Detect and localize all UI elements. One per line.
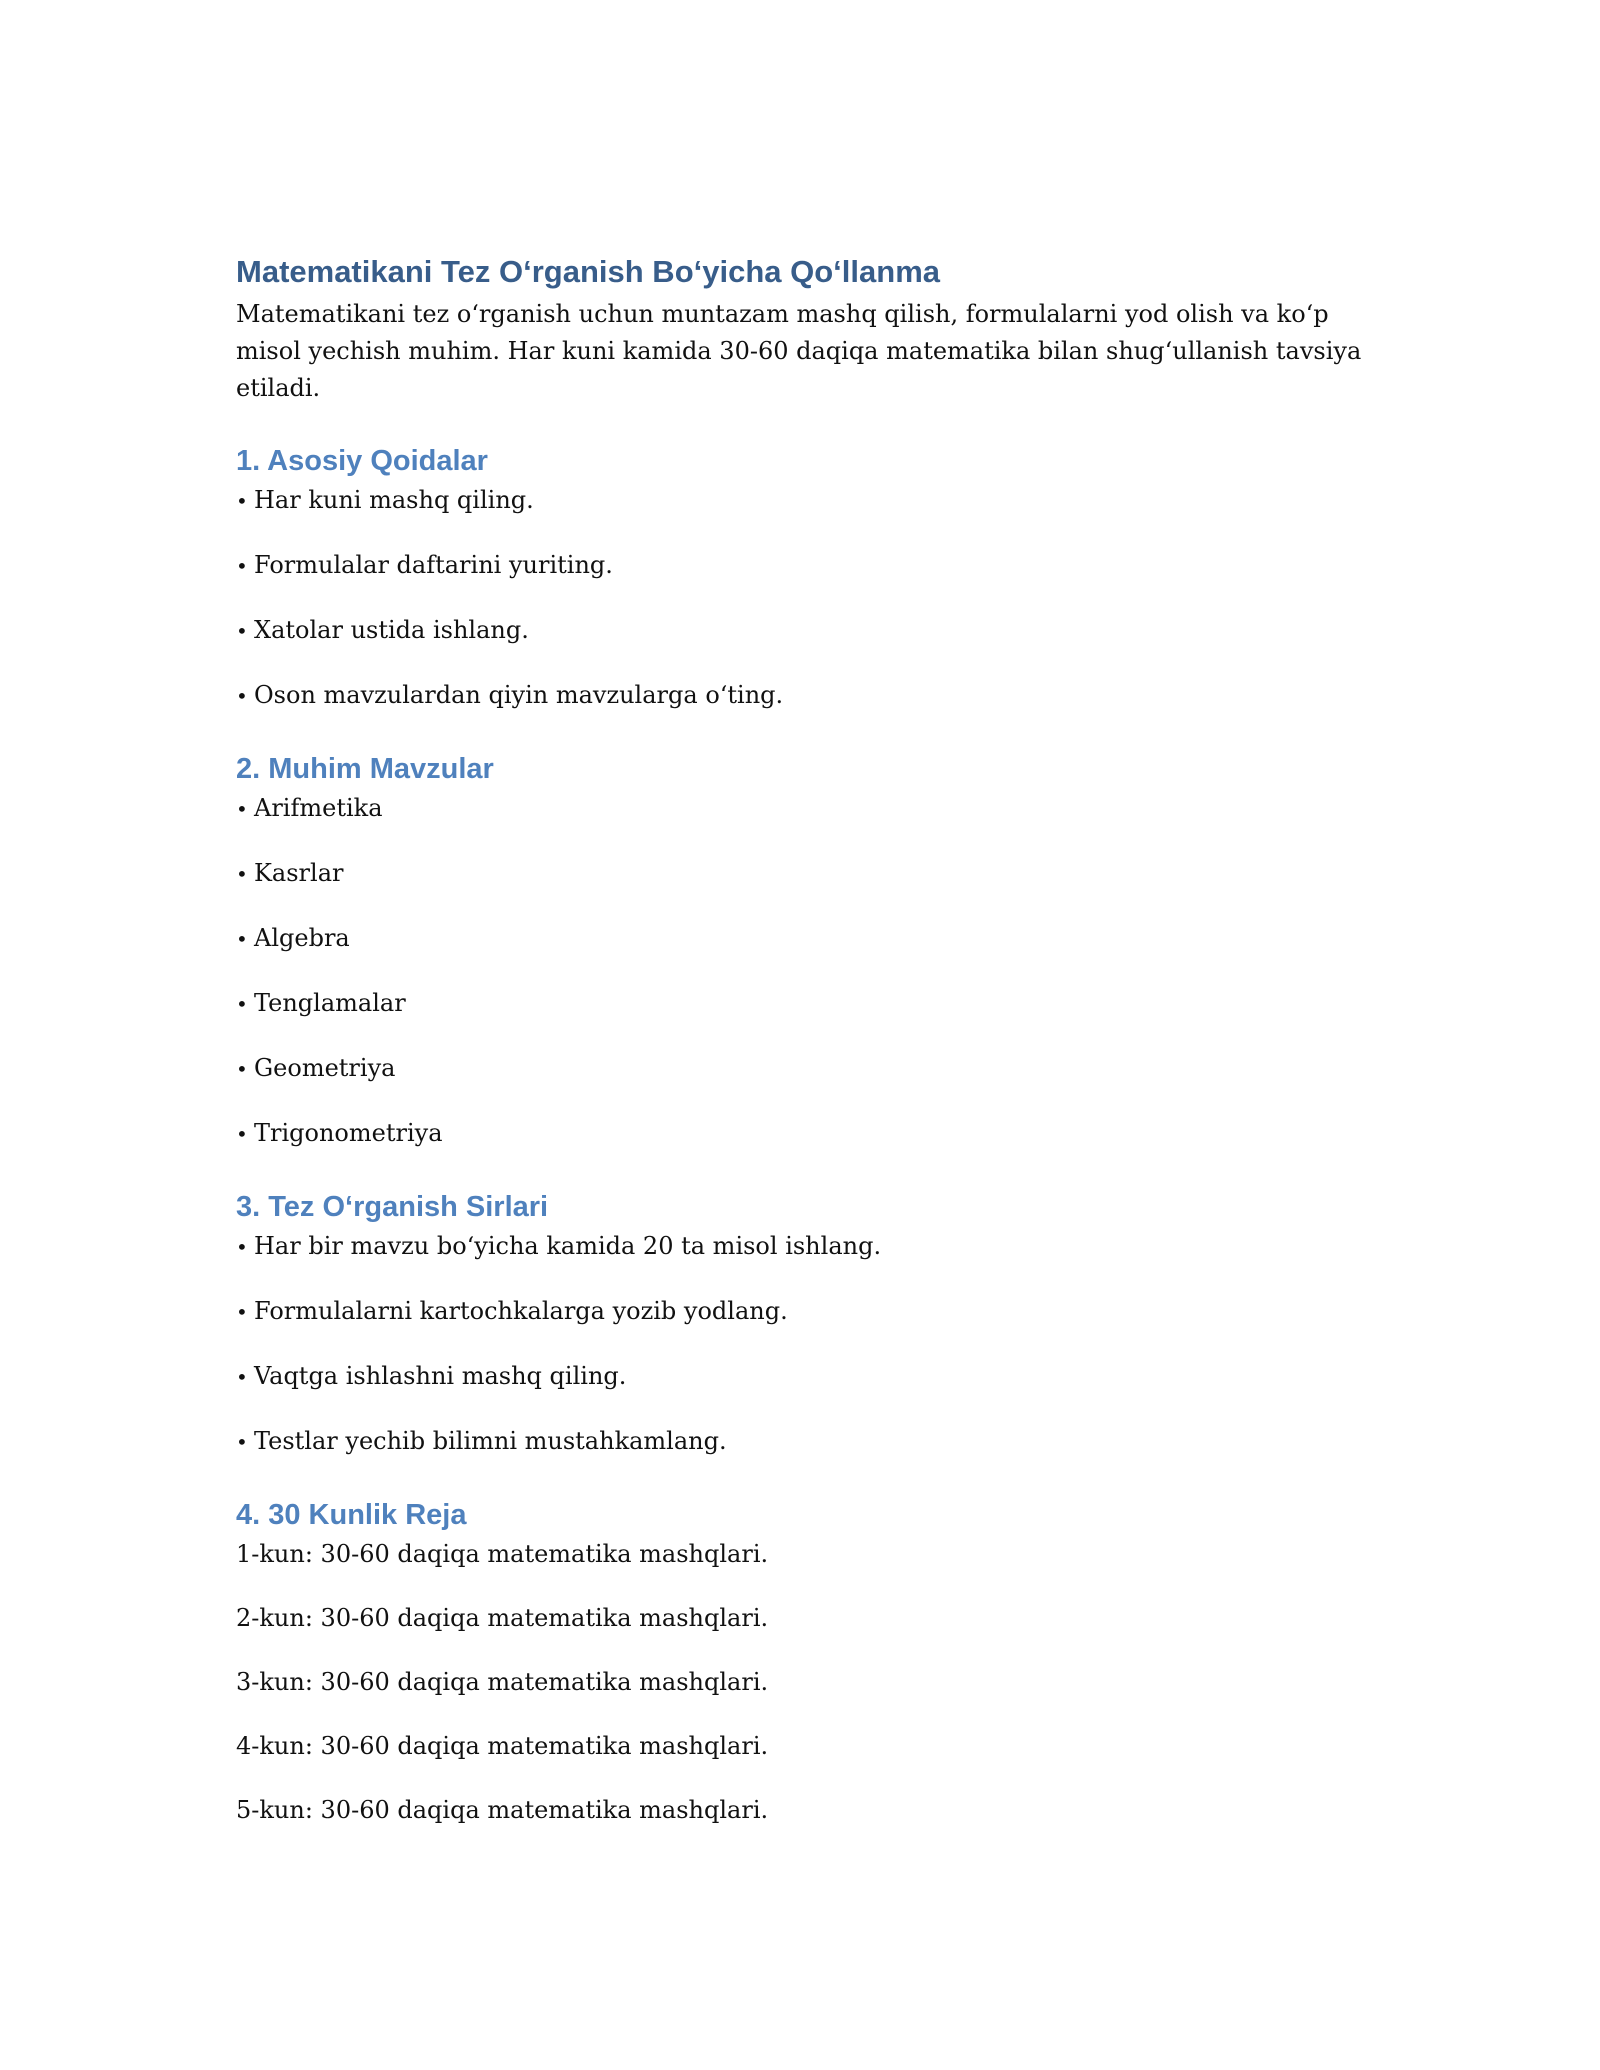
list-item-text: Arifmetika: [254, 794, 383, 822]
bullet-icon: •: [236, 1057, 248, 1081]
list-item-text: Oson mavzulardan qiyin mavzularga o‘ting.: [254, 681, 784, 709]
list-item: [236, 611, 1366, 650]
list-item-text: Formulalarni kartochkalarga yozib yodlang.: [254, 1297, 788, 1325]
list-item-text: Xatolar ustida ishlang.: [254, 616, 529, 644]
list-item-text: Geometriya: [254, 1054, 396, 1082]
bullet-icon: •: [236, 489, 248, 513]
list-item: [236, 1049, 1366, 1088]
day-plan-item: 2-kun: 30-60 daqiqa matematika mashqlari.: [236, 1604, 769, 1632]
section-heading-asosiy-qoidalar: 1. Asosiy Qoidalar: [236, 445, 488, 477]
list-item-text: Tenglamalar: [254, 989, 406, 1017]
document-page: [236, 252, 1366, 1829]
list-item: [236, 1114, 1366, 1153]
bullet-icon: •: [236, 927, 248, 951]
list-item: [236, 789, 1366, 828]
day-plan-item: 3-kun: 30-60 daqiqa matematika mashqlari.: [236, 1668, 769, 1696]
list-item: [236, 919, 1366, 958]
bullet-icon: •: [236, 684, 248, 708]
list-item-text: Formulalar daftarini yuriting.: [254, 551, 613, 579]
list-item: [236, 1227, 1366, 1266]
bullet-icon: •: [236, 554, 248, 578]
list-item: [236, 676, 1366, 715]
document-title: Matematikani Tez O‘rganish Bo‘yicha Qo‘llanma: [236, 254, 940, 289]
section-heading-30-kunlik-reja: 4. 30 Kunlik Reja: [236, 1499, 467, 1531]
day-plan-item: 4-kun: 30-60 daqiqa matematika mashqlari.: [236, 1732, 769, 1760]
bullet-list-muhim-mavzular: [236, 789, 1366, 1153]
bullet-icon: •: [236, 1122, 248, 1146]
bullet-icon: •: [236, 992, 248, 1016]
list-item-text: Kasrlar: [254, 859, 344, 887]
list-item: [236, 984, 1366, 1023]
intro-paragraph: Matematikani tez o‘rganish uchun muntazam mashq qilish, formulalarni yod olish va ko‘p misol yechish muhim. Har kuni kamida 30-60 daqiqa matematika bilan shug‘ullanish tavsiya etiladi.: [236, 300, 1362, 402]
list-item-text: Trigonometriya: [254, 1119, 443, 1147]
bullet-list-tez-organish-sirlari: [236, 1227, 1366, 1461]
list-item-text: Vaqtga ishlashni mashq qiling.: [254, 1362, 627, 1390]
list-item: [236, 481, 1366, 520]
day-plan-list: [236, 1535, 1366, 1829]
list-item: [236, 546, 1366, 585]
bullet-icon: •: [236, 1300, 248, 1324]
section-heading-tez-organish-sirlari: 3. Tez O‘rganish Sirlari: [236, 1191, 549, 1223]
list-item: [236, 1357, 1366, 1396]
section-heading-muhim-mavzular: 2. Muhim Mavzular: [236, 753, 494, 785]
list-item: [236, 1292, 1366, 1331]
bullet-icon: •: [236, 862, 248, 886]
bullet-icon: •: [236, 1430, 248, 1454]
list-item-text: Testlar yechib bilimni mustahkamlang.: [254, 1427, 727, 1455]
bullet-icon: •: [236, 1365, 248, 1389]
day-plan-item: 5-kun: 30-60 daqiqa matematika mashqlari.: [236, 1796, 769, 1824]
list-item: [236, 854, 1366, 893]
day-plan-item: 1-kun: 30-60 daqiqa matematika mashqlari.: [236, 1540, 769, 1568]
list-item: [236, 1422, 1366, 1461]
list-item-text: Algebra: [254, 924, 350, 952]
bullet-icon: •: [236, 797, 248, 821]
bullet-icon: •: [236, 1235, 248, 1259]
list-item-text: Har bir mavzu bo‘yicha kamida 20 ta misol ishlang.: [254, 1232, 882, 1260]
list-item-text: Har kuni mashq qiling.: [254, 486, 534, 514]
bullet-icon: •: [236, 619, 248, 643]
bullet-list-asosiy-qoidalar: [236, 481, 1366, 715]
